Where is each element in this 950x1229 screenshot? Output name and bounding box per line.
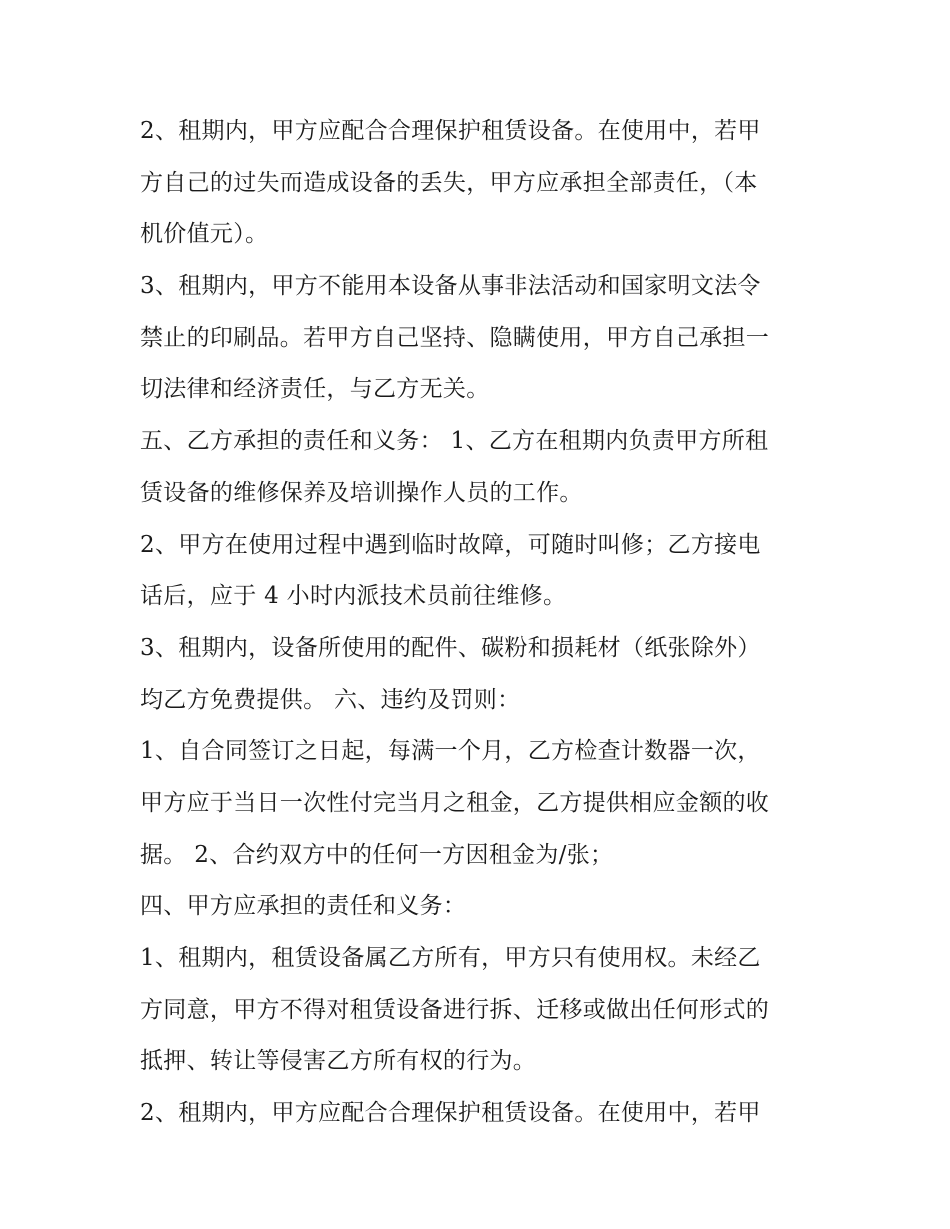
text-line: 切法律和经济责任，与乙方无关。 <box>140 376 490 403</box>
text-line: 均乙方免费提供。 六、违约及罚则： <box>140 686 521 713</box>
text-line: 2、甲方在使用过程中遇到临时故障，可随时叫修；乙方接电 <box>140 531 761 558</box>
text-line: 话后，应于 4 小时内派技术员前往维修。 <box>140 583 567 610</box>
text-line: 3、租期内，设备所使用的配件、碳粉和损耗材（纸张除外） <box>140 634 761 661</box>
text-line: 赁设备的维修保养及培训操作人员的工作。 <box>140 479 583 506</box>
text-line: 3、租期内，甲方不能用本设备从事非法活动和国家明文法令 <box>140 273 761 300</box>
text-line: 五、乙方承担的责任和义务： 1、乙方在租期内负责甲方所租 <box>140 428 769 455</box>
text-line: 四、甲方应承担的责任和义务： <box>140 893 467 920</box>
text-line: 方同意，甲方不得对租赁设备进行拆、迁移或做出任何形式的 <box>140 996 770 1023</box>
text-line: 据。 2、合约双方中的任何一方因租金为/张； <box>140 841 614 868</box>
text-line: 甲方应于当日一次性付完当月之租金，乙方提供相应金额的收 <box>140 789 770 816</box>
text-line: 1、自合同签订之日起，每满一个月，乙方检查计数器一次， <box>140 738 761 765</box>
text-line: 禁止的印刷品。若甲方自己坚持、隐瞒使用，甲方自己承担一 <box>140 324 770 351</box>
text-line: 1、租期内，租赁设备属乙方所有，甲方只有使用权。未经乙 <box>140 945 761 971</box>
text-line: 抵押、转让等侵害乙方所有权的行为。 <box>140 1048 537 1075</box>
text-line: 2、租期内，甲方应配合合理保护租赁设备。在使用中，若甲 <box>140 1100 761 1127</box>
text-line: 2、租期内，甲方应配合合理保护租赁设备。在使用中，若甲 <box>140 118 761 144</box>
text-line: 机价值元）。 <box>140 221 269 248</box>
document-body <box>140 106 820 1140</box>
text-line: 方自己的过失而造成设备的丢失，甲方应承担全部责任，（本 <box>140 169 758 196</box>
